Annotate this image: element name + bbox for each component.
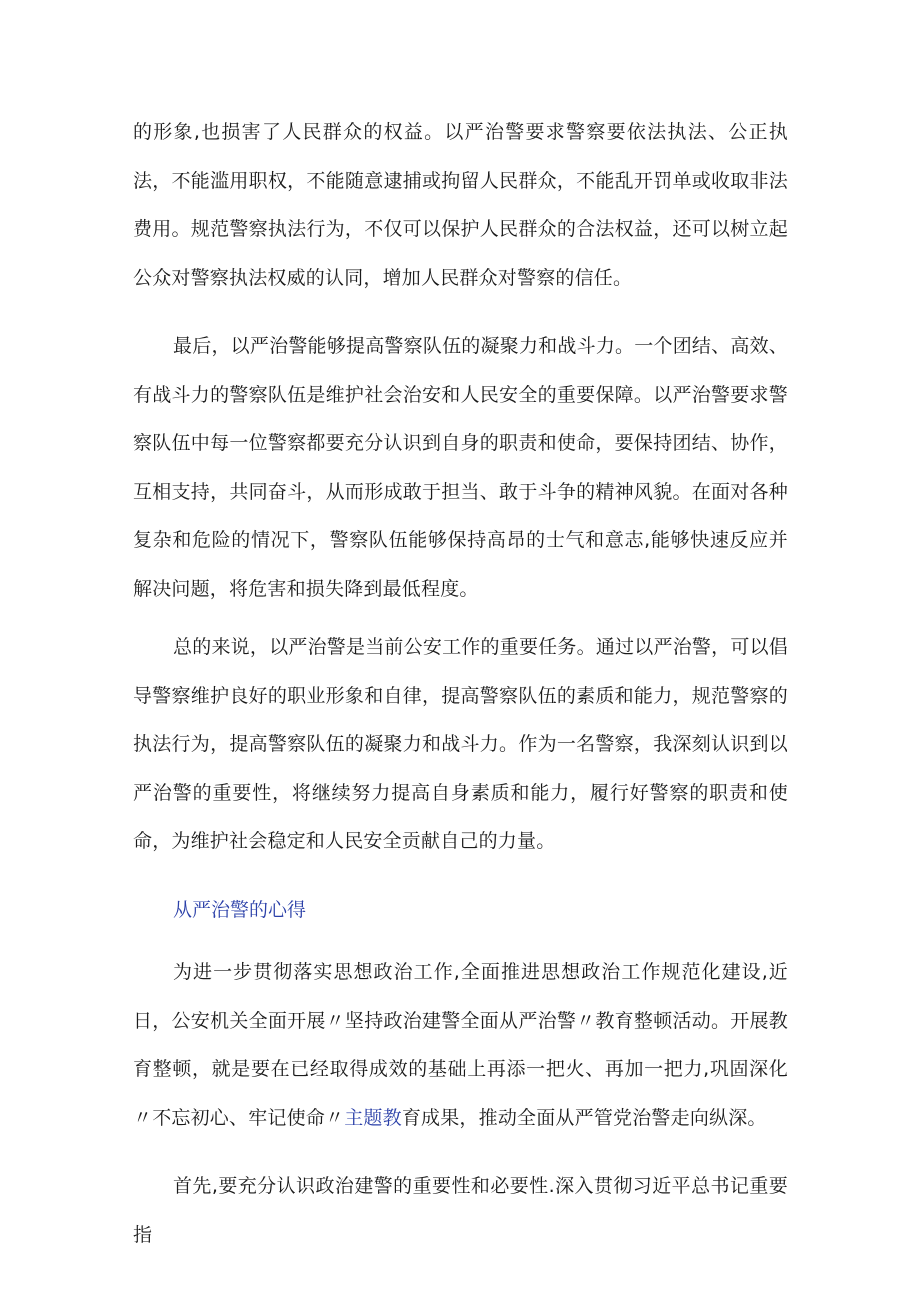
paragraph-2: 最后，以严治警能够提高警察队伍的凝聚力和战斗力。一个团结、高效、有战斗力的警察队伍是维护社会治安和人民安全的重要保障。以严治警要求警察队伍中每一位警察都要充分认识到自身的职责和使命，要保持团结、协作，互相支持，共同奋斗，从而形成敢于担当、敢于斗争的精神风貌。在面对各种复杂和危险的情况下，警察队伍能够保持高昂的士气和意志,能够快速反应并解决问题，将危害和损失降到最低程度。	[133, 335, 788, 600]
paragraph-3: 总的来说，以严治警是当前公安工作的重要任务。通过以严治警，可以倡导警察维护良好的职业形象和自律，提高警察队伍的素质和能力，规范警察的执法行为，提高警察队伍的凝聚力和战斗力。作为一名警察，我深刻认识到以严治警的重要性，将继续努力提高自身素质和能力，履行好警察的职责和使命，为维护社会稳定和人民安全贡献自己的力量。	[133, 636, 788, 853]
section-heading: 从严治警的心得	[173, 899, 307, 921]
paragraph-4	[133, 948, 788, 1142]
paragraph-4-text-after: 育成果，推动全面从严管党治警走向纵深。	[401, 1106, 767, 1129]
paragraph-4-text-before: 为进一步贯彻落实思想政治工作,全面推进思想政治工作规范化建设,近日，公安机关全面开展〃坚持政治建警全面从严治警〃教育整顿活动。开展教育整顿，就是要在已经取得成效的基础上再添一把火、再加一把力,巩固深化〃不忘初心、牢记使命〃	[133, 961, 788, 1129]
paragraph-5: 首先,要充分认识政治建警的重要性和必要性.深入贯彻习近平总书记重要指	[133, 1175, 788, 1246]
topic-education-link[interactable]: 主题教	[344, 1106, 402, 1129]
paragraph-1: 的形象,也损害了人民群众的权益。以严治警要求警察要依法执法、公正执法，不能滥用职权，不能随意逮捕或拘留人民群众，不能乱开罚单或收取非法费用。规范警察执法行为，不仅可以保护人民群众的合法权益，还可以树立起公众对警察执法权威的认同，增加人民群众对警察的信任。	[133, 121, 788, 289]
